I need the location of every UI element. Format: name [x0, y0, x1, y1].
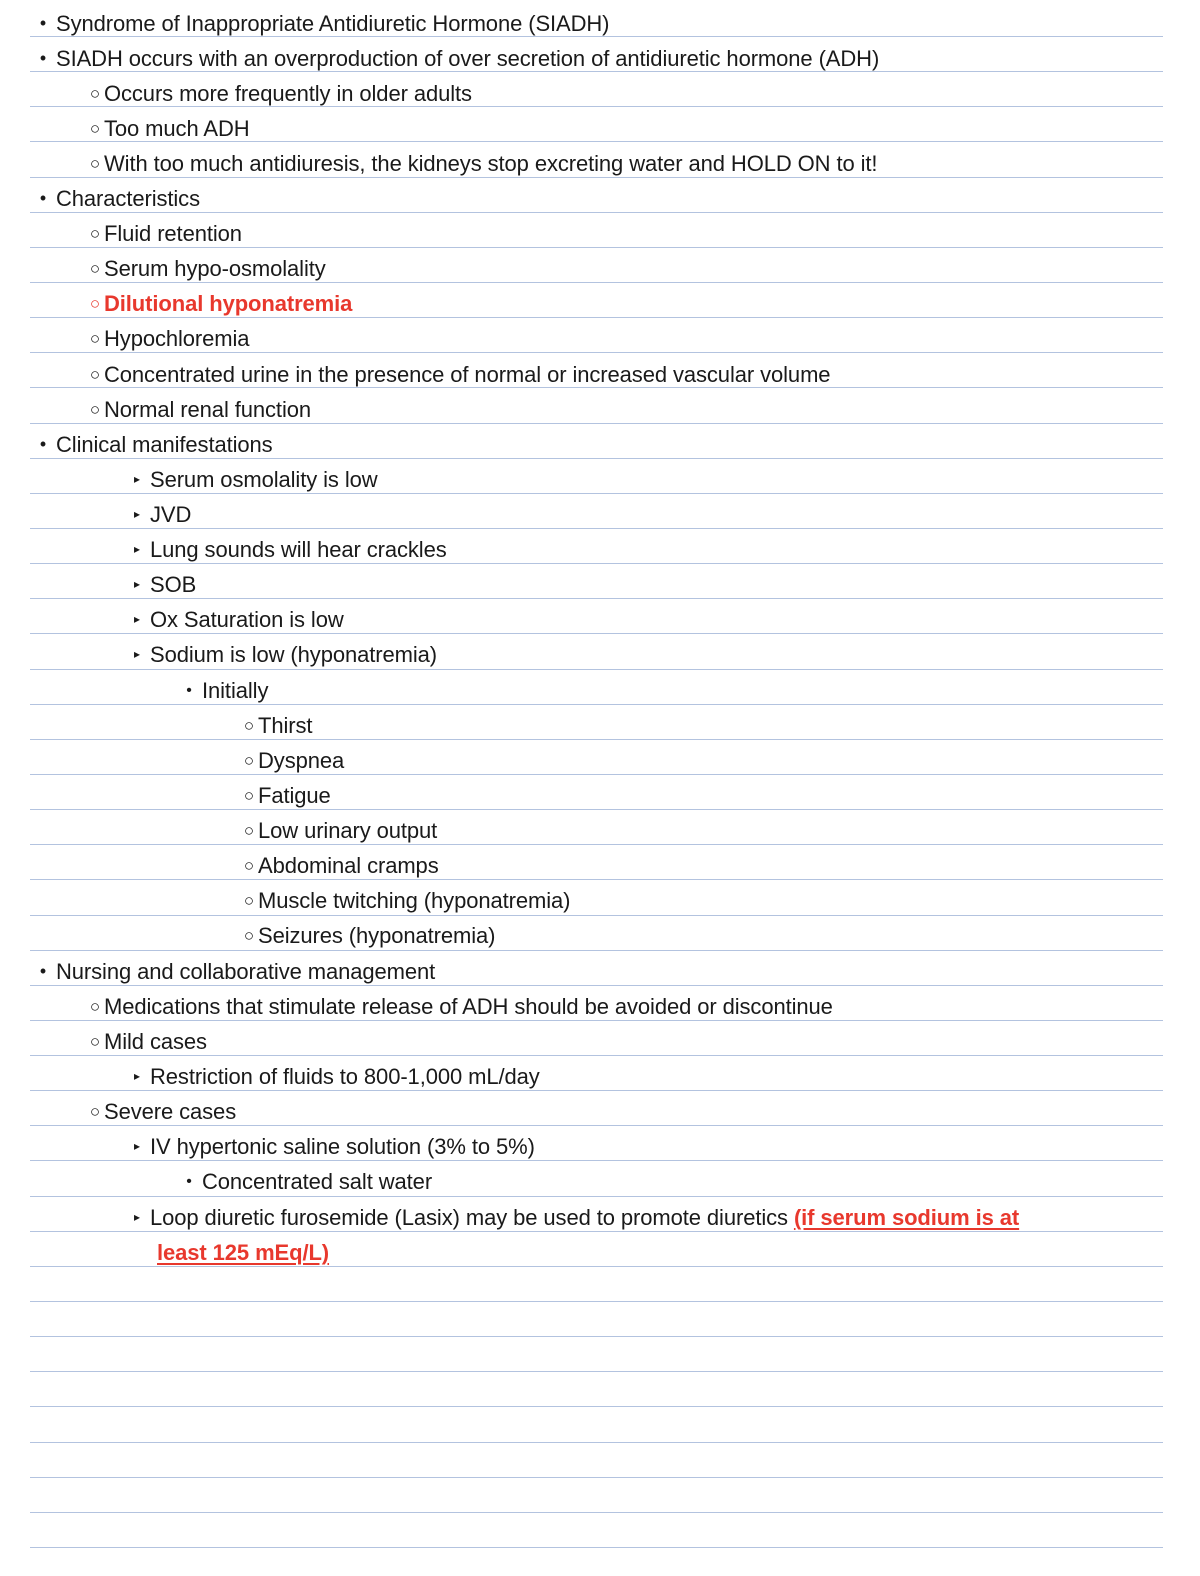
note-text: Concentrated salt water — [202, 1169, 433, 1194]
bullet-triangle-icon: ▸ — [134, 472, 140, 486]
bullet-triangle-icon: ▸ — [134, 507, 140, 521]
note-line-36 — [157, 1235, 329, 1270]
sodium-threshold-highlight-continued: least 125 mEq/L) — [157, 1240, 330, 1265]
note-text: Mild cases — [104, 1029, 207, 1054]
note-line-15 — [124, 497, 191, 532]
ruled-line — [30, 1336, 1163, 1337]
ruled-line — [30, 1477, 1163, 1478]
bullet-circle-icon: ○ — [89, 294, 101, 313]
note-line-16 — [124, 532, 447, 567]
note-text: Concentrated urine in the presence of normal or increased vascular volume — [104, 362, 831, 387]
note-line-32 — [86, 1094, 236, 1129]
ruled-line — [30, 774, 1163, 775]
note-text: Characteristics — [56, 186, 200, 211]
note-text: Lung sounds will hear crackles — [150, 537, 447, 562]
bullet-triangle-icon: ▸ — [134, 1069, 140, 1083]
bullet-dot-icon: • — [186, 682, 192, 699]
note-text: Muscle twitching (hyponatremia) — [258, 888, 571, 913]
bullet-triangle-icon: ▸ — [134, 577, 140, 591]
note-line-24 — [240, 813, 437, 848]
note-text: IV hypertonic saline solution (3% to 5%) — [150, 1134, 535, 1159]
sodium-threshold-highlight: (if serum sodium is at — [793, 1205, 1020, 1230]
note-text: Fluid retention — [104, 221, 242, 246]
note-line-4 — [86, 111, 250, 146]
bullet-circle-icon: ○ — [243, 856, 255, 875]
note-text: Serum hypo-osmolality — [104, 256, 326, 281]
note-text: Abdominal cramps — [258, 853, 439, 878]
note-text: Sodium is low (hyponatremia) — [150, 642, 437, 667]
note-line-23 — [240, 778, 331, 813]
bullet-triangle-icon: ▸ — [134, 647, 140, 661]
note-text: Seizures (hyponatremia) — [258, 923, 496, 948]
note-text: Hypochloremia — [104, 326, 250, 351]
note-line-2 — [30, 41, 879, 76]
note-line-10 — [86, 321, 249, 356]
ruled-line — [30, 1442, 1163, 1443]
note-line-35 — [124, 1200, 1019, 1235]
note-line-9-highlight — [86, 286, 352, 321]
note-line-17 — [124, 567, 196, 602]
ruled-line — [30, 1301, 1163, 1302]
note-line-27 — [240, 918, 495, 953]
note-text: Ox Saturation is low — [150, 607, 344, 632]
bullet-circle-icon: ○ — [89, 84, 101, 103]
ruled-line — [30, 809, 1163, 810]
note-text-highlight: Dilutional hyponatremia — [104, 291, 353, 316]
ruled-line — [30, 598, 1163, 599]
ruled-line — [30, 1371, 1163, 1372]
note-text: Fatigue — [258, 783, 331, 808]
note-text: Thirst — [258, 713, 313, 738]
note-line-12 — [86, 392, 311, 427]
note-text: Medications that stimulate release of ADH should be avoided or discontinue — [104, 994, 833, 1019]
ruled-line — [30, 528, 1163, 529]
note-line-6 — [30, 181, 200, 216]
bullet-circle-icon: ○ — [243, 786, 255, 805]
bullet-dot-icon: • — [39, 434, 47, 454]
note-line-13 — [30, 427, 273, 462]
note-text: Restriction of fluids to 800-1,000 mL/day — [150, 1064, 540, 1089]
note-line-26 — [240, 883, 570, 918]
note-line-30 — [86, 1024, 207, 1059]
bullet-circle-icon: ○ — [243, 821, 255, 840]
bullet-circle-icon: ○ — [89, 365, 101, 384]
note-line-11 — [86, 357, 830, 392]
bullet-circle-icon: ○ — [89, 1102, 101, 1121]
bullet-dot-icon: • — [39, 188, 47, 208]
bullet-circle-icon: ○ — [243, 891, 255, 910]
bullet-triangle-icon: ▸ — [134, 612, 140, 626]
bullet-triangle-icon: ▸ — [134, 1210, 140, 1224]
note-text: Nursing and collaborative management — [56, 959, 436, 984]
note-line-29 — [86, 989, 833, 1024]
bullet-triangle-icon: ▸ — [134, 542, 140, 556]
note-text: With too much antidiuresis, the kidneys stop excreting water and HOLD ON to it! — [104, 151, 878, 176]
bullet-dot-icon: • — [186, 1173, 192, 1190]
bullet-circle-icon: ○ — [89, 119, 101, 138]
bullet-circle-icon: ○ — [89, 1032, 101, 1051]
ruled-line — [30, 915, 1163, 916]
bullet-dot-icon: • — [39, 13, 47, 33]
note-line-34 — [176, 1164, 432, 1199]
note-text: Severe cases — [104, 1099, 237, 1124]
note-text — [150, 1200, 1019, 1235]
note-text: Dyspnea — [258, 748, 345, 773]
bullet-circle-icon: ○ — [89, 224, 101, 243]
note-line-28 — [30, 954, 435, 989]
note-text: Clinical manifestations — [56, 432, 273, 457]
note-text-plain: Loop diuretic furosemide (Lasix) may be used to promote diuretics — [150, 1205, 794, 1230]
note-line-8 — [86, 251, 326, 286]
bullet-circle-icon: ○ — [89, 329, 101, 348]
note-text: Low urinary output — [258, 818, 438, 843]
bullet-circle-icon: ○ — [89, 997, 101, 1016]
note-line-21 — [240, 708, 312, 743]
bullet-circle-icon: ○ — [243, 716, 255, 735]
note-line-25 — [240, 848, 439, 883]
ruled-line — [30, 879, 1163, 880]
bullet-circle-icon: ○ — [243, 751, 255, 770]
note-line-31 — [124, 1059, 540, 1094]
note-line-7 — [86, 216, 242, 251]
note-line-14 — [124, 462, 378, 497]
note-text: Too much ADH — [104, 116, 250, 141]
ruled-line — [30, 739, 1163, 740]
note-line-5 — [86, 146, 877, 181]
note-text: Serum osmolality is low — [150, 467, 378, 492]
bullet-triangle-icon: ▸ — [134, 1139, 140, 1153]
note-text: Normal renal function — [104, 397, 311, 422]
bullet-dot-icon: • — [39, 961, 47, 981]
bullet-circle-icon: ○ — [89, 154, 101, 173]
ruled-line — [30, 844, 1163, 845]
ruled-line — [30, 1406, 1163, 1407]
note-text: SOB — [150, 572, 197, 597]
ruled-line — [30, 950, 1163, 951]
bullet-circle-icon: ○ — [243, 926, 255, 945]
ruled-line — [30, 1547, 1163, 1548]
note-text: Occurs more frequently in older adults — [104, 81, 472, 106]
ruled-line — [30, 1512, 1163, 1513]
bullet-circle-icon: ○ — [89, 259, 101, 278]
note-line-18 — [124, 602, 344, 637]
note-line-3 — [86, 76, 472, 111]
note-line-22 — [240, 743, 344, 778]
note-line-20 — [176, 673, 268, 708]
bullet-circle-icon: ○ — [89, 400, 101, 419]
bullet-dot-icon: • — [39, 48, 47, 68]
note-line-1 — [30, 6, 609, 41]
note-line-19 — [124, 637, 437, 672]
note-text: SIADH occurs with an overproduction of over secretion of antidiuretic hormone (ADH) — [56, 46, 880, 71]
note-text: JVD — [150, 502, 192, 527]
note-text: Initially — [202, 678, 269, 703]
note-text: Syndrome of Inappropriate Antidiuretic Hormone (SIADH) — [56, 11, 610, 36]
note-line-33 — [124, 1129, 535, 1164]
